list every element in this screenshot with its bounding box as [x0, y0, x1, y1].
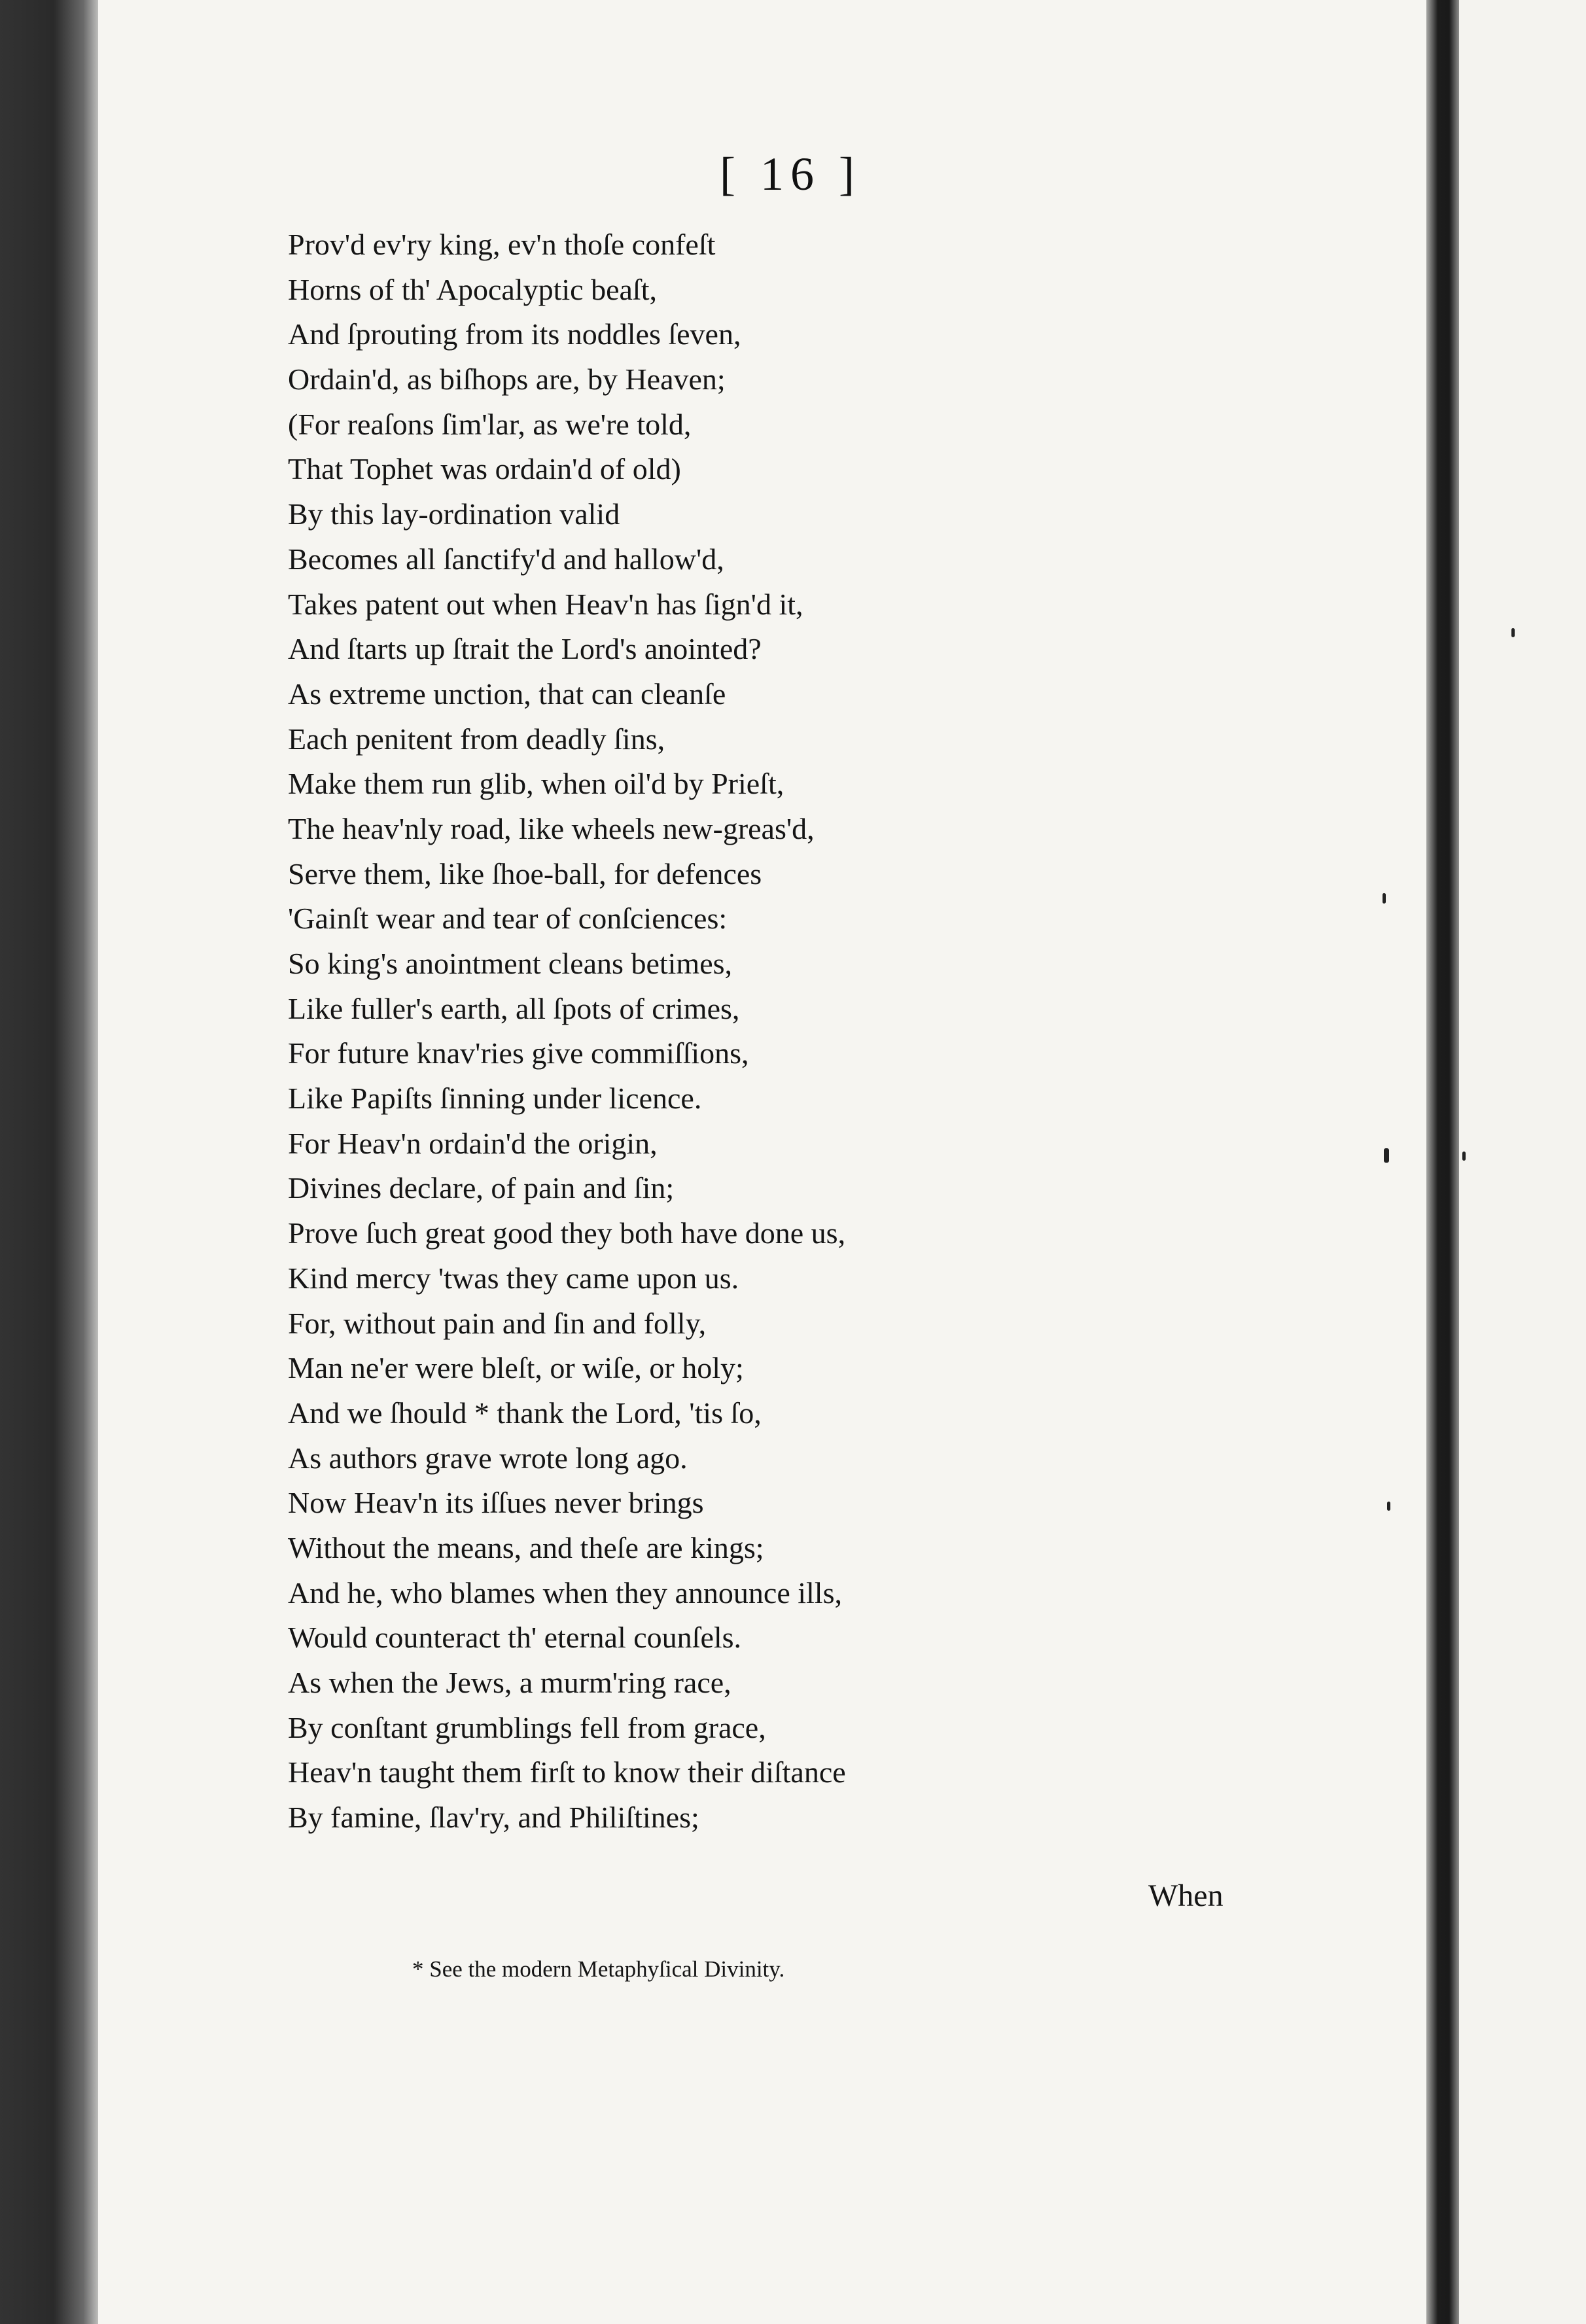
- ink-speck: [1383, 893, 1386, 904]
- ink-speck: [1384, 1148, 1389, 1163]
- poem-line: 'Gainſt wear and tear of conſciences:: [288, 902, 728, 936]
- poem-line: Man ne'er were bleſt, or wiſe, or holy;: [288, 1351, 744, 1385]
- scan-edge-left: [0, 0, 98, 2324]
- poem-line: Kind mercy 'twas they came upon us.: [288, 1261, 739, 1295]
- poem-line: Would counteract th' eternal counſels.: [288, 1621, 742, 1655]
- footnote: * See the modern Metaphyſical Divinity.: [412, 1956, 785, 1982]
- poem-line: Serve them, like ſhoe-ball, for defences: [288, 856, 762, 890]
- poem-text: [288, 222, 1269, 1840]
- poem-line: For, without pain and ſin and folly,: [288, 1306, 707, 1340]
- poem-line: By this lay-ordination valid: [288, 497, 620, 531]
- poem-line: And ſtarts up ſtrait the Lord's anointed?: [288, 632, 762, 666]
- poem-line: Each penitent from deadly ſins,: [288, 722, 665, 756]
- poem-line: By conſtant grumblings fell from grace,: [288, 1710, 766, 1744]
- poem-line: Takes patent out when Heav'n has ſign'd it,: [288, 587, 803, 621]
- poem-line: The heav'nly road, like wheels new-greas'd,: [288, 811, 815, 845]
- poem-line: (For reaſons ſim'lar, as we're told,: [288, 407, 692, 441]
- poem-line: Ordain'd, as biſhops are, by Heaven;: [288, 362, 726, 396]
- poem-line: And ſprouting from its noddles ſeven,: [288, 317, 741, 351]
- poem-line: Becomes all ſanctify'd and hallow'd,: [288, 542, 724, 576]
- poem-line: Now Heav'n its iſſues never brings: [288, 1486, 704, 1520]
- poem-line: As extreme unction, that can cleanſe: [288, 677, 726, 711]
- poem-line: Like Papiſts ſinning under licence.: [288, 1082, 702, 1116]
- poem-line: For Heav'n ordain'd the origin,: [288, 1126, 658, 1160]
- poem-line: So king's anointment cleans betimes,: [288, 947, 733, 980]
- poem-line: Heav'n taught them firſt to know their diſtance: [288, 1755, 846, 1789]
- poem-line: Horns of th' Apocalyptic beaſt,: [288, 272, 657, 306]
- poem-line: Like fuller's earth, all ſpots of crimes,: [288, 991, 740, 1025]
- poem-line: Divines declare, of pain and ſin;: [288, 1171, 675, 1205]
- poem-line: That Tophet was ordain'd of old): [288, 452, 681, 486]
- poem-line: Make them run glib, when oil'd by Prieſt,: [288, 767, 784, 801]
- poem-line: Prove ſuch great good they both have done us,: [288, 1216, 846, 1250]
- ink-speck: [1387, 1502, 1390, 1511]
- poem-line: By famine, ſlav'ry, and Philiſtines;: [288, 1801, 699, 1835]
- poem-line: Prov'd ev'ry king, ev'n thoſe confeſt: [288, 228, 716, 261]
- page-number: [ 16 ]: [720, 148, 861, 200]
- ink-speck: [1462, 1152, 1466, 1161]
- poem-line: Without the means, and theſe are kings;: [288, 1530, 764, 1564]
- ink-speck: [1511, 628, 1515, 637]
- scan-edge-right: [1426, 0, 1459, 2324]
- poem-line: And we ſhould * thank the Lord, 'tis ſo,: [288, 1396, 762, 1430]
- poem-line: And he, who blames when they announce ills,: [288, 1576, 842, 1610]
- poem-line: As authors grave wrote long ago.: [288, 1441, 688, 1475]
- catchword: When: [1148, 1878, 1224, 1913]
- poem-line: For future knav'ries give commiſſions,: [288, 1036, 749, 1070]
- poem-line: As when the Jews, a murm'ring race,: [288, 1666, 731, 1699]
